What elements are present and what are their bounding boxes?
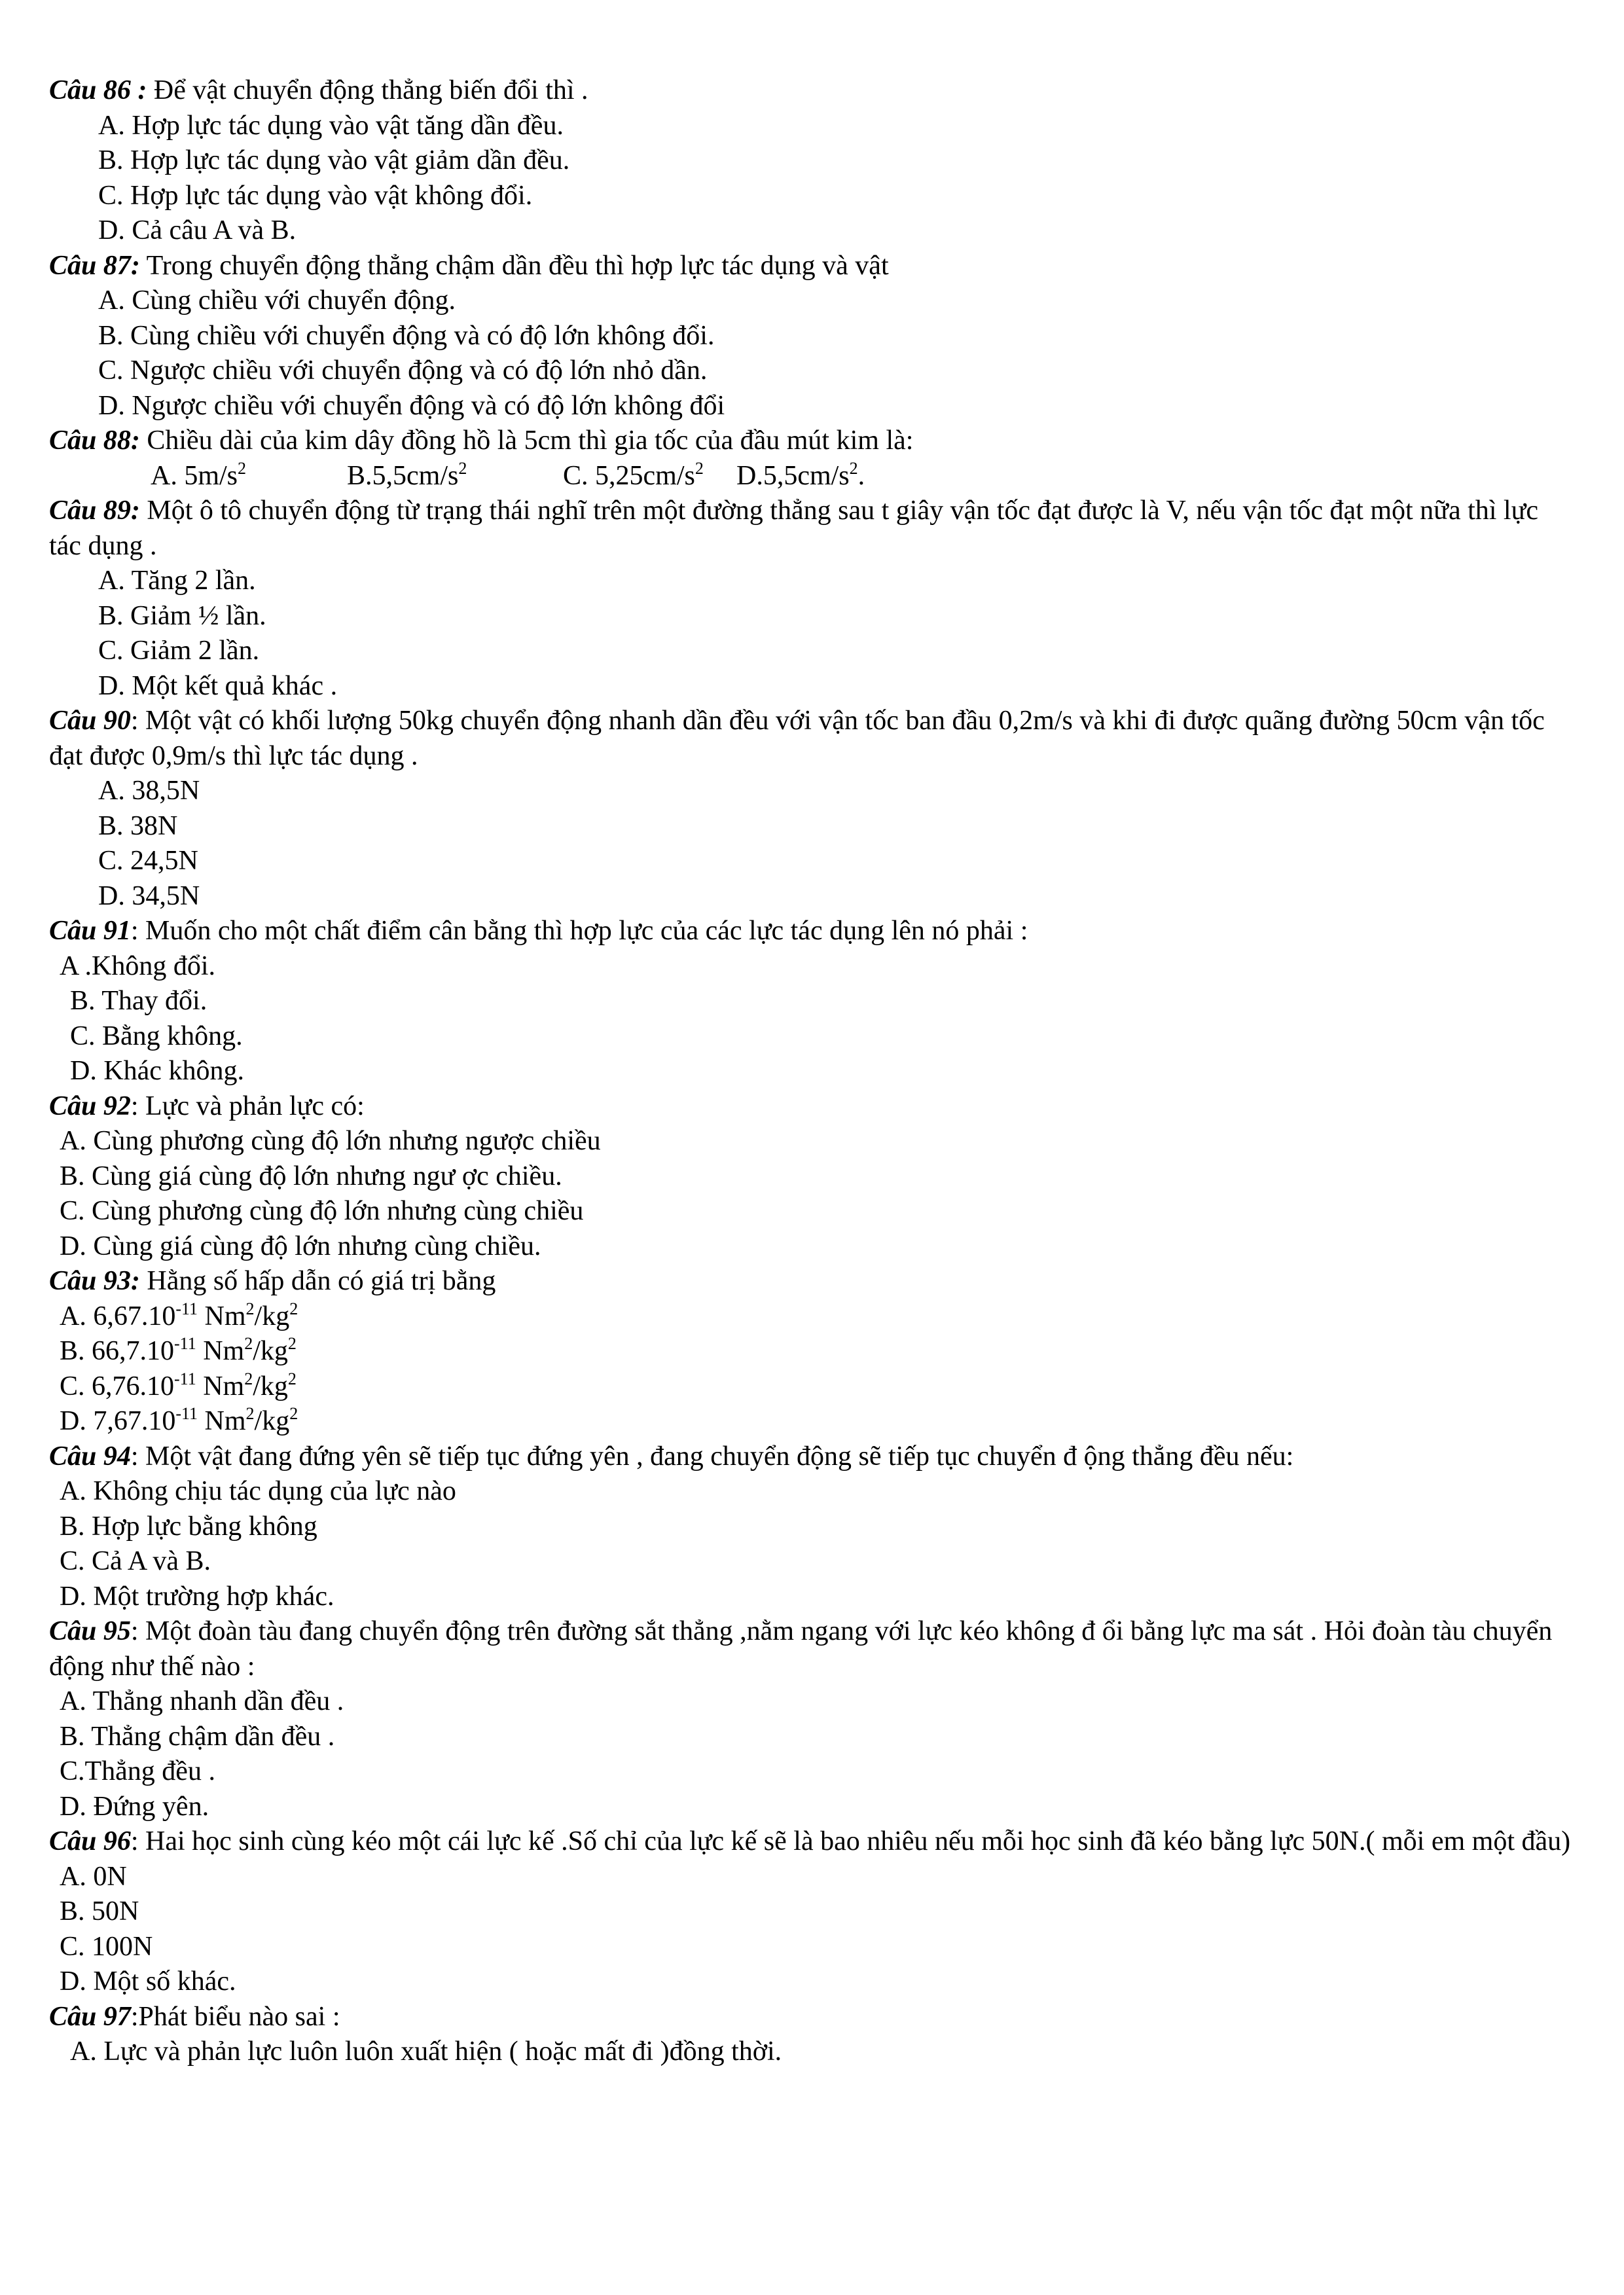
question-91 (49, 914, 1574, 1089)
option-c: C. $6,76.10^{-11}$ $Nm^2/kg^2$ (60, 1369, 297, 1401)
question-label: Câu 95 (49, 1616, 131, 1646)
option-d: D. Cả câu A và B. (98, 215, 297, 245)
question-text: : Muốn cho một chất điểm cân bằng thì hợp lực của các lực tác dụng lên nó phải : (130, 916, 1028, 946)
option-a: A .Không đổi. (60, 950, 216, 981)
option-d: D. Ngược chiều với chuyển động và có độ lớn không đổi (98, 390, 725, 421)
question-label: Câu 88: (49, 425, 140, 456)
option-c: C. 24,5N (98, 846, 198, 876)
option-b: B. Hợp lực bằng không (60, 1511, 317, 1542)
option-d: D. Một số khác. (60, 1966, 236, 1997)
question-text: : Lực và phản lực có: (130, 1091, 365, 1121)
question-88 (49, 424, 1574, 494)
option-b: B. $66,7.10^{-11}$ $Nm^2/kg^2$ (60, 1334, 297, 1366)
question-95 (49, 1614, 1574, 1824)
option-a: A. $6,67.10^{-11}$ $Nm^2/kg^2$ (60, 1299, 298, 1331)
option-a: A. Thẳng nhanh dần đều . (60, 1686, 344, 1716)
question-text: Một ô tô chuyển động từ trạng thái nghĩ trên một đường thẳng sau t giây vận tốc đạt được là V, nếu vận tốc đạt một nữa thì lực tác dụng . (49, 496, 1538, 561)
question-text: : Một đoàn tàu đang chuyển động trên đường sắt thẳng ,nằm ngang với lực kéo không đ ổi bằng lực ma sát . Hỏi đoàn tàu chuyển động như thế nào : (49, 1616, 1553, 1682)
option-d: $D.5,5cm/s^2$. (736, 458, 865, 491)
option-c: C. $5,25cm/s^2$ (563, 458, 704, 491)
question-94 (49, 1439, 1574, 1615)
question-label: Câu 91 (49, 916, 131, 946)
question-label: Câu 90 (49, 706, 131, 736)
option-b: B. Cùng chiều với chuyển động và có độ lớn không đổi. (98, 320, 715, 351)
option-c: C. Bằng không. (70, 1021, 243, 1051)
question-93 (49, 1264, 1574, 1439)
option-c: C. Hợp lực tác dụng vào vật không đổi. (98, 180, 533, 211)
option-a: A. Cùng phương cùng độ lớn nhưng ngược chiều (60, 1126, 601, 1156)
question-89 (49, 494, 1574, 704)
question-label: Câu 96 (49, 1826, 131, 1856)
option-c: C. Cả A và B. (60, 1546, 211, 1576)
question-text: Trong chuyển động thẳng chậm dần đều thì hợp lực tác dụng và vật (139, 250, 889, 281)
option-d: D. Cùng giá cùng độ lớn nhưng cùng chiều. (60, 1231, 541, 1261)
option-c: C. 100N (60, 1931, 153, 1962)
option-a: A. Cùng chiều với chuyển động. (98, 285, 456, 316)
option-b: B. Thay đổi. (70, 986, 208, 1016)
question-text: Hằng số hấp dẫn có giá trị bằng (139, 1266, 496, 1296)
question-label: Câu 93: (49, 1266, 140, 1296)
option-a: A. Hợp lực tác dụng vào vật tăng dần đều. (98, 110, 564, 141)
option-c: C.Thẳng đều . (60, 1756, 215, 1786)
question-label: Câu 87: (49, 250, 140, 281)
question-96 (49, 1824, 1574, 2000)
question-label: Câu 86 : (49, 75, 147, 105)
question-87 (49, 249, 1574, 424)
question-text: : Một vật đang đứng yên sẽ tiếp tục đứng yên , đang chuyển động sẽ tiếp tục chuyển đ ộng thẳng đều nếu: (130, 1441, 1294, 1472)
option-b: B. Giảm ½ lần. (98, 600, 266, 631)
option-d: D. Một trường hợp khác. (60, 1581, 334, 1612)
document-page (49, 73, 1574, 2070)
option-c: C. Cùng phương cùng độ lớn nhưng cùng chiều (60, 1196, 584, 1226)
question-label: Câu 94 (49, 1441, 131, 1472)
option-d: D. 34,5N (98, 880, 200, 911)
question-97 (49, 2000, 1574, 2070)
option-a: A. Không chịu tác dụng của lực nào (60, 1476, 456, 1506)
option-d: D. Khác không. (70, 1056, 244, 1086)
option-d: D. $7,67.10^{-11}$ $Nm^2/kg^2$ (60, 1404, 298, 1436)
question-text: :Phát biểu nào sai : (130, 2001, 340, 2032)
option-b: $B.5,5cm/s^2$ (347, 458, 467, 491)
question-text: Chiều dài của kim dây đồng hồ là 5cm thì gia tốc của đầu mút kim là: (139, 425, 914, 456)
option-a: A. 0N (60, 1861, 127, 1892)
option-b: B. 38N (98, 810, 178, 841)
question-label: Câu 92 (49, 1091, 131, 1121)
option-a: A. Lực và phản lực luôn luôn xuất hiện ( hoặc mất đi )đồng thời. (70, 2036, 782, 2067)
option-d: D. Đứng yên. (60, 1791, 209, 1822)
question-text: : Một vật có khối lượng 50kg chuyển động nhanh dần đều với vận tốc ban đầu 0,2m/s và khi đi được quãng đường 50cm vận tốc đạt được 0,9m/s thì lực tác dụng . (49, 706, 1545, 771)
option-b: B. Hợp lực tác dụng vào vật giảm dần đều. (98, 145, 570, 175)
question-86 (49, 73, 1574, 249)
option-c: C. Ngược chiều với chuyển động và có độ lớn nhỏ dần. (98, 355, 708, 386)
question-90 (49, 704, 1574, 914)
option-b: B. Cùng giá cùng độ lớn nhưng ngư ợc chiều. (60, 1161, 562, 1191)
question-92 (49, 1089, 1574, 1265)
question-label: Câu 97 (49, 2001, 131, 2032)
question-text: : Hai học sinh cùng kéo một cái lực kế .Số chỉ của lực kế sẽ là bao nhiêu nếu mỗi học sinh đã kéo bằng lực 50N.( mỗi em một đầu) (130, 1826, 1571, 1856)
question-label: Câu 89: (49, 496, 140, 526)
option-b: B. 50N (60, 1896, 139, 1926)
option-a: A. Tăng 2 lần. (98, 566, 256, 596)
option-a: A. 38,5N (98, 776, 200, 806)
option-d: D. Một kết quả khác . (98, 670, 338, 701)
question-text: Để vật chuyển động thẳng biến đổi thì . (147, 75, 588, 105)
option-b: B. Thẳng chậm dần đều . (60, 1721, 335, 1752)
option-c: C. Giảm 2 lần. (98, 636, 260, 666)
option-a: A. $5m/s^2$ (151, 458, 247, 491)
inline-options (49, 459, 1574, 494)
